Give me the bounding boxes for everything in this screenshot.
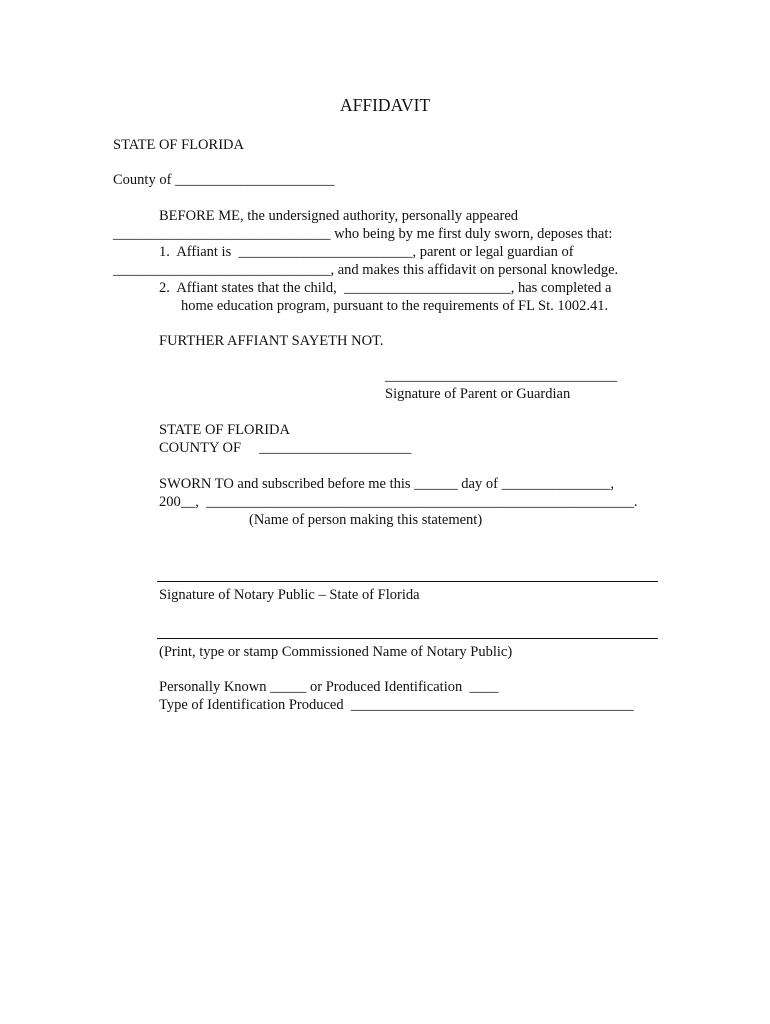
state-heading: STATE OF FLORIDA	[113, 137, 244, 153]
year-name-line: 200__, ___________________________________________________________.	[159, 494, 638, 510]
parent-signature-line: ________________________________	[385, 368, 617, 384]
notary-signature-rule	[157, 581, 658, 582]
item-2-child: 2. Affiant states that the child, _______________________, has completed a	[159, 280, 612, 296]
parent-signature-label: Signature of Parent or Guardian	[385, 386, 571, 402]
item-1-continuation: ______________________________, and makes this affidavit on personal knowledge.	[113, 262, 619, 278]
notary-signature-label: Signature of Notary Public – State of Florida	[159, 587, 420, 603]
item-1-affiant: 1. Affiant is ________________________, parent or legal guardian of	[159, 244, 574, 260]
personally-known-line: Personally Known _____ or Produced Identification ____	[159, 679, 499, 695]
name-caption: (Name of person making this statement)	[249, 512, 483, 528]
further-affiant-line: FURTHER AFFIANT SAYETH NOT.	[159, 333, 384, 349]
document-title: AFFIDAVIT	[340, 95, 431, 115]
sworn-deposes-line: ______________________________ who being by me first duly sworn, deposes that:	[113, 226, 613, 242]
sworn-subscribed-line: SWORN TO and subscribed before me this ______ day of _______________,	[159, 476, 614, 492]
notary-state-heading: STATE OF FLORIDA	[159, 422, 290, 438]
county-line: County of ______________________	[113, 172, 335, 188]
identification-type-line: Type of Identification Produced _______________________________________	[159, 697, 634, 713]
commissioned-name-label: (Print, type or stamp Commissioned Name of Notary Public)	[159, 644, 513, 660]
commissioned-name-rule	[157, 638, 658, 639]
before-me-paragraph: BEFORE ME, the undersigned authority, personally appeared	[159, 208, 519, 224]
notary-county-line: COUNTY OF _____________________	[159, 440, 412, 456]
item-2-continuation: home education program, pursuant to the requirements of FL St. 1002.41.	[181, 298, 609, 314]
